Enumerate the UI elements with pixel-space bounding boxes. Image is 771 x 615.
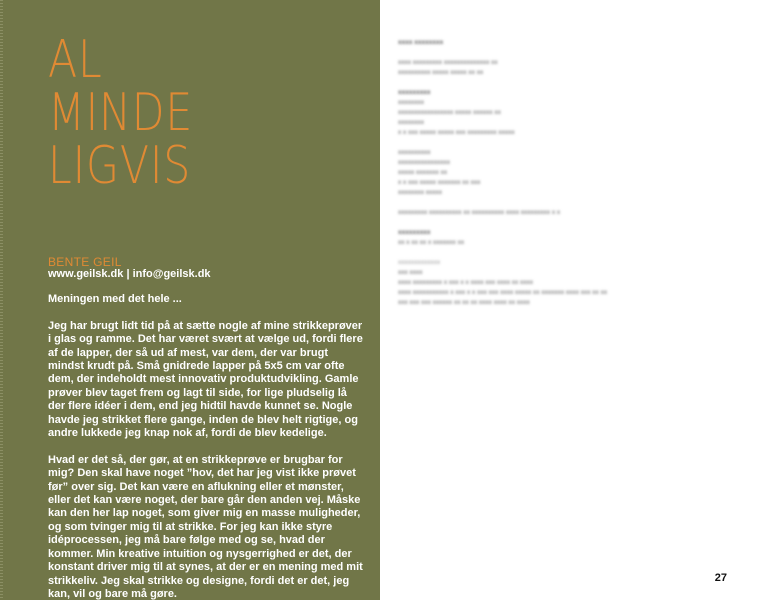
title-line: LIGVIS bbox=[48, 136, 192, 196]
title-line: MINDE bbox=[48, 83, 194, 143]
title-line: AL bbox=[48, 30, 103, 90]
page-edge bbox=[0, 0, 3, 600]
right-panel bbox=[380, 0, 771, 600]
left-panel bbox=[0, 0, 380, 600]
page-number: 27 bbox=[714, 572, 727, 584]
paragraph: Meningen med det hele ... bbox=[48, 293, 182, 305]
paragraph: Hvad er det så, der gør, at en strikkeprøve er brugbar for mig? Den skal have noget ”hov, det har jeg vist ikke prøvet før” over sig. Det kan være en aflukning eller et mønster, eller det kan være noget, der bare går den anden vej. Måske kan den her lap noget, som giver mig en masse muligheder, og som tvinger mig til at strikke. For jeg kan ikke styre idéprocessen, jeg må bare følge med og se, hvad der kommer. Min kreative intuition og nysgerrighed er det, der konstant driver mig til at synes, at der er en mening med mit strikkeliv. Jeg skal strikke og designe, fordi det er det, jeg kan, vil og bare må gøre. bbox=[48, 453, 363, 600]
paragraph: Jeg har brugt lidt tid på at sætte nogle af mine strikkeprøver i glas og ramme. Det har været svært at vælge ud, fordi flere af de lapper, der så ud af mest, var dem, der var brugt mindst krudt på. Små gnidrede lapper på 5x5 cm var ofte dem, der indeholdt mest innovativ produktudvikling. Gamle prøver blev taget frem og lagt til side, for lige pludselig lå der flere idéer i dem, end jeg hidtil havde kunnet se. Nogle havde jeg strikket flere gange, inden de blev helt rigtige, og andre lukkede jeg knap nok af, fordi de blev kedelige. bbox=[48, 319, 363, 440]
article-body bbox=[48, 293, 366, 615]
blurred-pattern-text: xxxx xxxxxxxx xxxx xxxxxxxxx xxxxxxxxxxxxxx xx xxxxxxxxxx xxxxx xxxxx xx xx xxxxxxxxx xxxxxxxx xxxxxxxxxxxxxxxxx xxxxx xxxxxx xx xxxxxxxx x x xxx xxxxx xxxxx xxx xxxxxxxxx xxxxx xxxxxxxxxx xxxxxxxxxxxxxxxx xxxxx xxxxxxx xx x x xxx xxxxx xxxxxxx xx xxx xxxxxxxx xxxxx xxxxxxxxx xxxxxxxxxx xx xxxxxxxxxx xxxx xxxxxxxxx x x xxxxxxxxx xx x xx xx x xxxxxxx xx xxxxxxxxxxxxx xxx xxxx xxxx xxxxxxxxx x xxx x x xxxx xxx xxxx xx xxxx xxxx xxxxxxxxxxx x xxx x x xxx xxx xxxx xxxxx xx xxxxxxx xxxx xxx xx xx xxx xxx xxx xxxxxx xx xx xx xxxx xxxx xx xxxx bbox=[398, 39, 608, 306]
page-title bbox=[48, 30, 310, 196]
author-name: BENTE GEIL bbox=[48, 255, 122, 269]
author-contact: www.geilsk.dk | info@geilsk.dk bbox=[48, 268, 211, 280]
